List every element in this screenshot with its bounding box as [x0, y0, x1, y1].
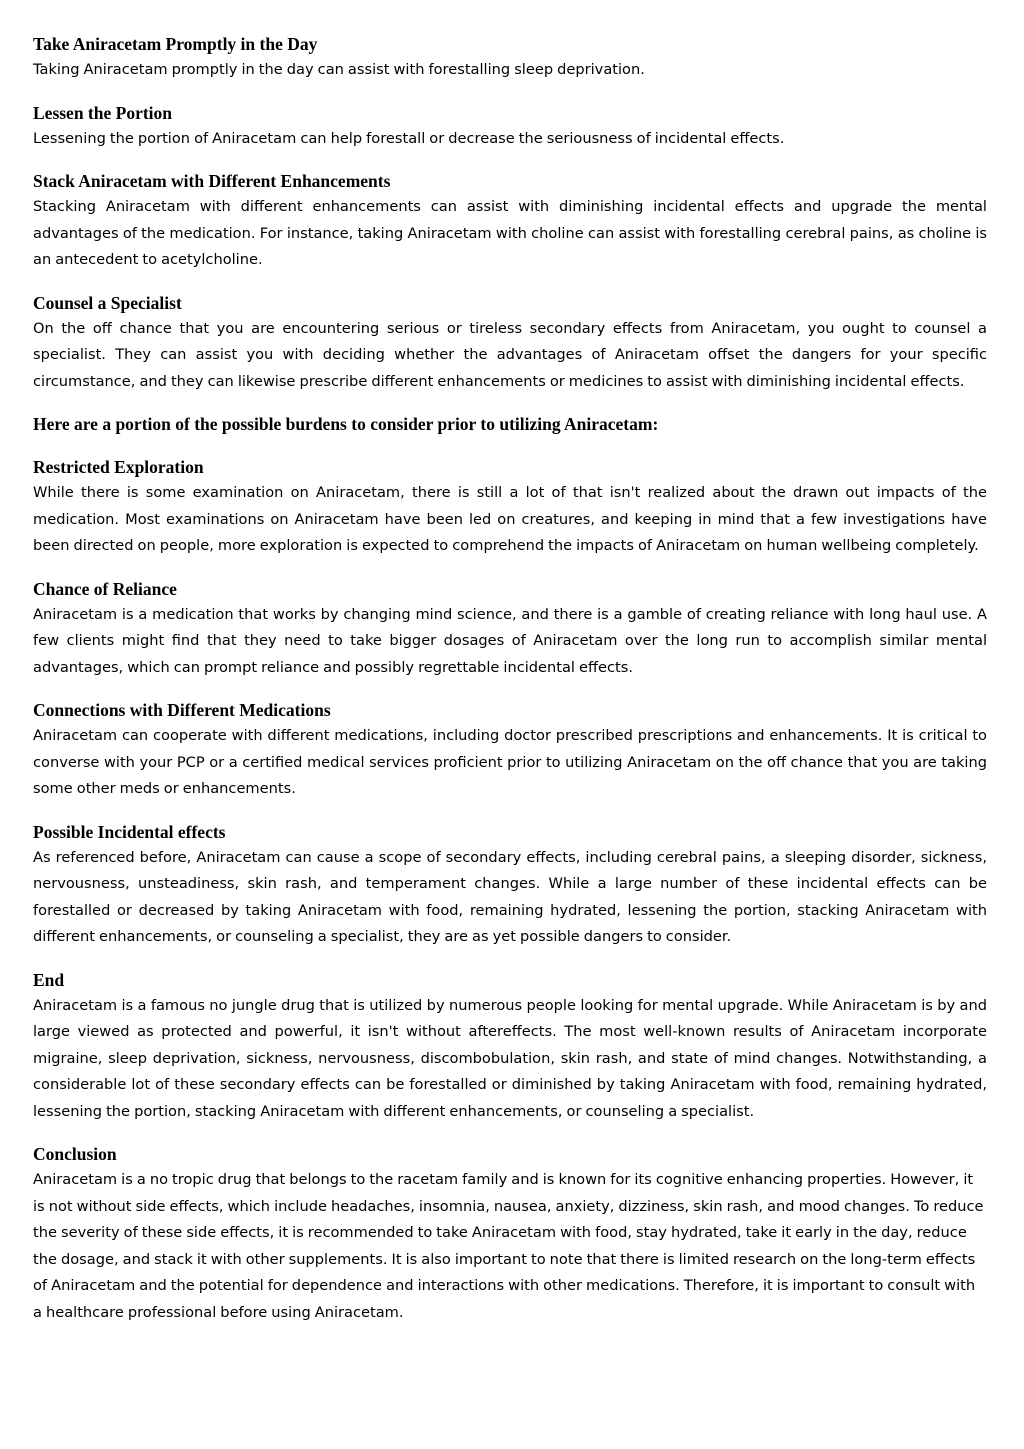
section-counsel-specialist: [33, 290, 987, 396]
section-body: On the off chance that you are encountering serious or tireless secondary effects from Aniracetam, you ought to counsel a specialist. They can assist you with deciding whether the advantages of Aniracetam offset the dangers for your specific circumstance, and they can likewise prescribe different enhancements or medicines to assist with diminishing incidental effects.: [33, 319, 987, 390]
section-heading: Lessen the Portion: [33, 102, 173, 123]
section-body: Aniracetam is a famous no jungle drug that is utilized by numerous people looking for mental upgrade. While Aniracetam is by and large viewed as protected and powerful, it isn't without aftereffects. The most well-known results of Aniracetam incorporate migraine, sleep deprivation, sickness, nervousness, discombobulation, skin rash, and state of mind changes. Notwithstanding, a considerable lot of these secondary effects can be forestalled or diminished by taking Aniracetam with food, remaining hydrated, lessening the portion, stacking Aniracetam with different enhancements, or counseling a specialist.: [33, 996, 987, 1120]
section-heading: Conclusion: [33, 1144, 117, 1164]
section-restricted-exploration: [33, 454, 987, 560]
section-heading: Connections with Different Medications: [33, 700, 331, 720]
section-body: Lessening the portion of Aniracetam can help forestall or decrease the seriousness of incidental effects.: [33, 129, 785, 147]
section-body: Stacking Aniracetam with different enhancements can assist with diminishing incidental effects and upgrade the mental advantages of the medication. For instance, taking Aniracetam with choline can assist with forestalling cerebral pains, as choline is an antecedent to acetylcholine.: [33, 198, 987, 268]
section-possible-incidental-effects: [33, 819, 987, 951]
section-chance-of-reliance: [33, 576, 987, 682]
section-body: Aniracetam is a medication that works by changing mind science, and there is a gamble of creating reliance with long haul use. A few clients might find that they need to take bigger dosages of Aniracetam over the long run to accomplish similar mental advantages, which can prompt reliance and possibly regrettable incidental effects.: [33, 605, 987, 676]
section-heading: Take Aniracetam Promptly in the Day: [33, 34, 318, 54]
section-heading: Possible Incidental effects: [33, 821, 226, 842]
section-conclusion: [33, 1141, 987, 1326]
section-stack-enhancements: [33, 168, 987, 274]
section-body: Aniracetam is a no tropic drug that belongs to the racetam family and is known for its cognitive enhancing properties. However, it is not without side effects, which include headaches, insomnia, nausea, anxiety, dizziness, skin rash, and mood changes. To reduce the severity of these side effects, it is recommended to take Aniracetam with food, stay hydrated, take it early in the day, reduce the dosage, and stack it with other supplements. It is also important to note that there is limited research on the long-term effects of Aniracetam and the potential for dependence and interactions with other medications. Therefore, it is important to consult with a healthcare professional before using Aniracetam.: [33, 1171, 984, 1321]
section-take-promptly: [33, 31, 987, 84]
section-end: [33, 967, 987, 1126]
section-body: While there is some examination on Aniracetam, there is still a lot of that isn't realized about the drawn out impacts of the medication. Most examinations on Aniracetam have been led on creatures, and keeping in mind that a few investigations have been directed on people, more exploration is expected to comprehend the impacts of Aniracetam on human wellbeing completely.: [33, 484, 987, 554]
section-lessen-portion: [33, 100, 987, 153]
section-heading: Stack Aniracetam with Different Enhancements: [33, 171, 391, 191]
section-body: As referenced before, Aniracetam can cause a scope of secondary effects, including cerebral pains, a sleeping disorder, sickness, nervousness, unsteadiness, skin rash, and temperament changes. While a large number of these incidental effects can be forestalled or decreased by taking Aniracetam with food, remaining hydrated, lessening the portion, stacking Aniracetam with different enhancements, or counseling a specialist, they are as yet possible dangers to consider.: [33, 848, 987, 945]
section-heading: Restricted Exploration: [33, 457, 204, 477]
document-page: [33, 31, 987, 1342]
section-burdens-intro: [33, 411, 987, 437]
section-heading: Counsel a Specialist: [33, 292, 182, 313]
burdens-intro-heading: Here are a portion of the possible burdens to consider prior to utilizing Aniracetam:: [33, 414, 659, 434]
section-heading: End: [33, 969, 65, 990]
section-body: Aniracetam can cooperate with different medications, including doctor prescribed prescriptions and enhancements. It is critical to converse with your PCP or a certified medical services proficient prior to utilizing Aniracetam on the off chance that you are taking some other meds or enhancements.: [33, 727, 987, 797]
section-connections-medications: [33, 697, 987, 803]
section-heading: Chance of Reliance: [33, 578, 177, 599]
section-body: Taking Aniracetam promptly in the day can assist with forestalling sleep deprivation.: [33, 61, 645, 78]
